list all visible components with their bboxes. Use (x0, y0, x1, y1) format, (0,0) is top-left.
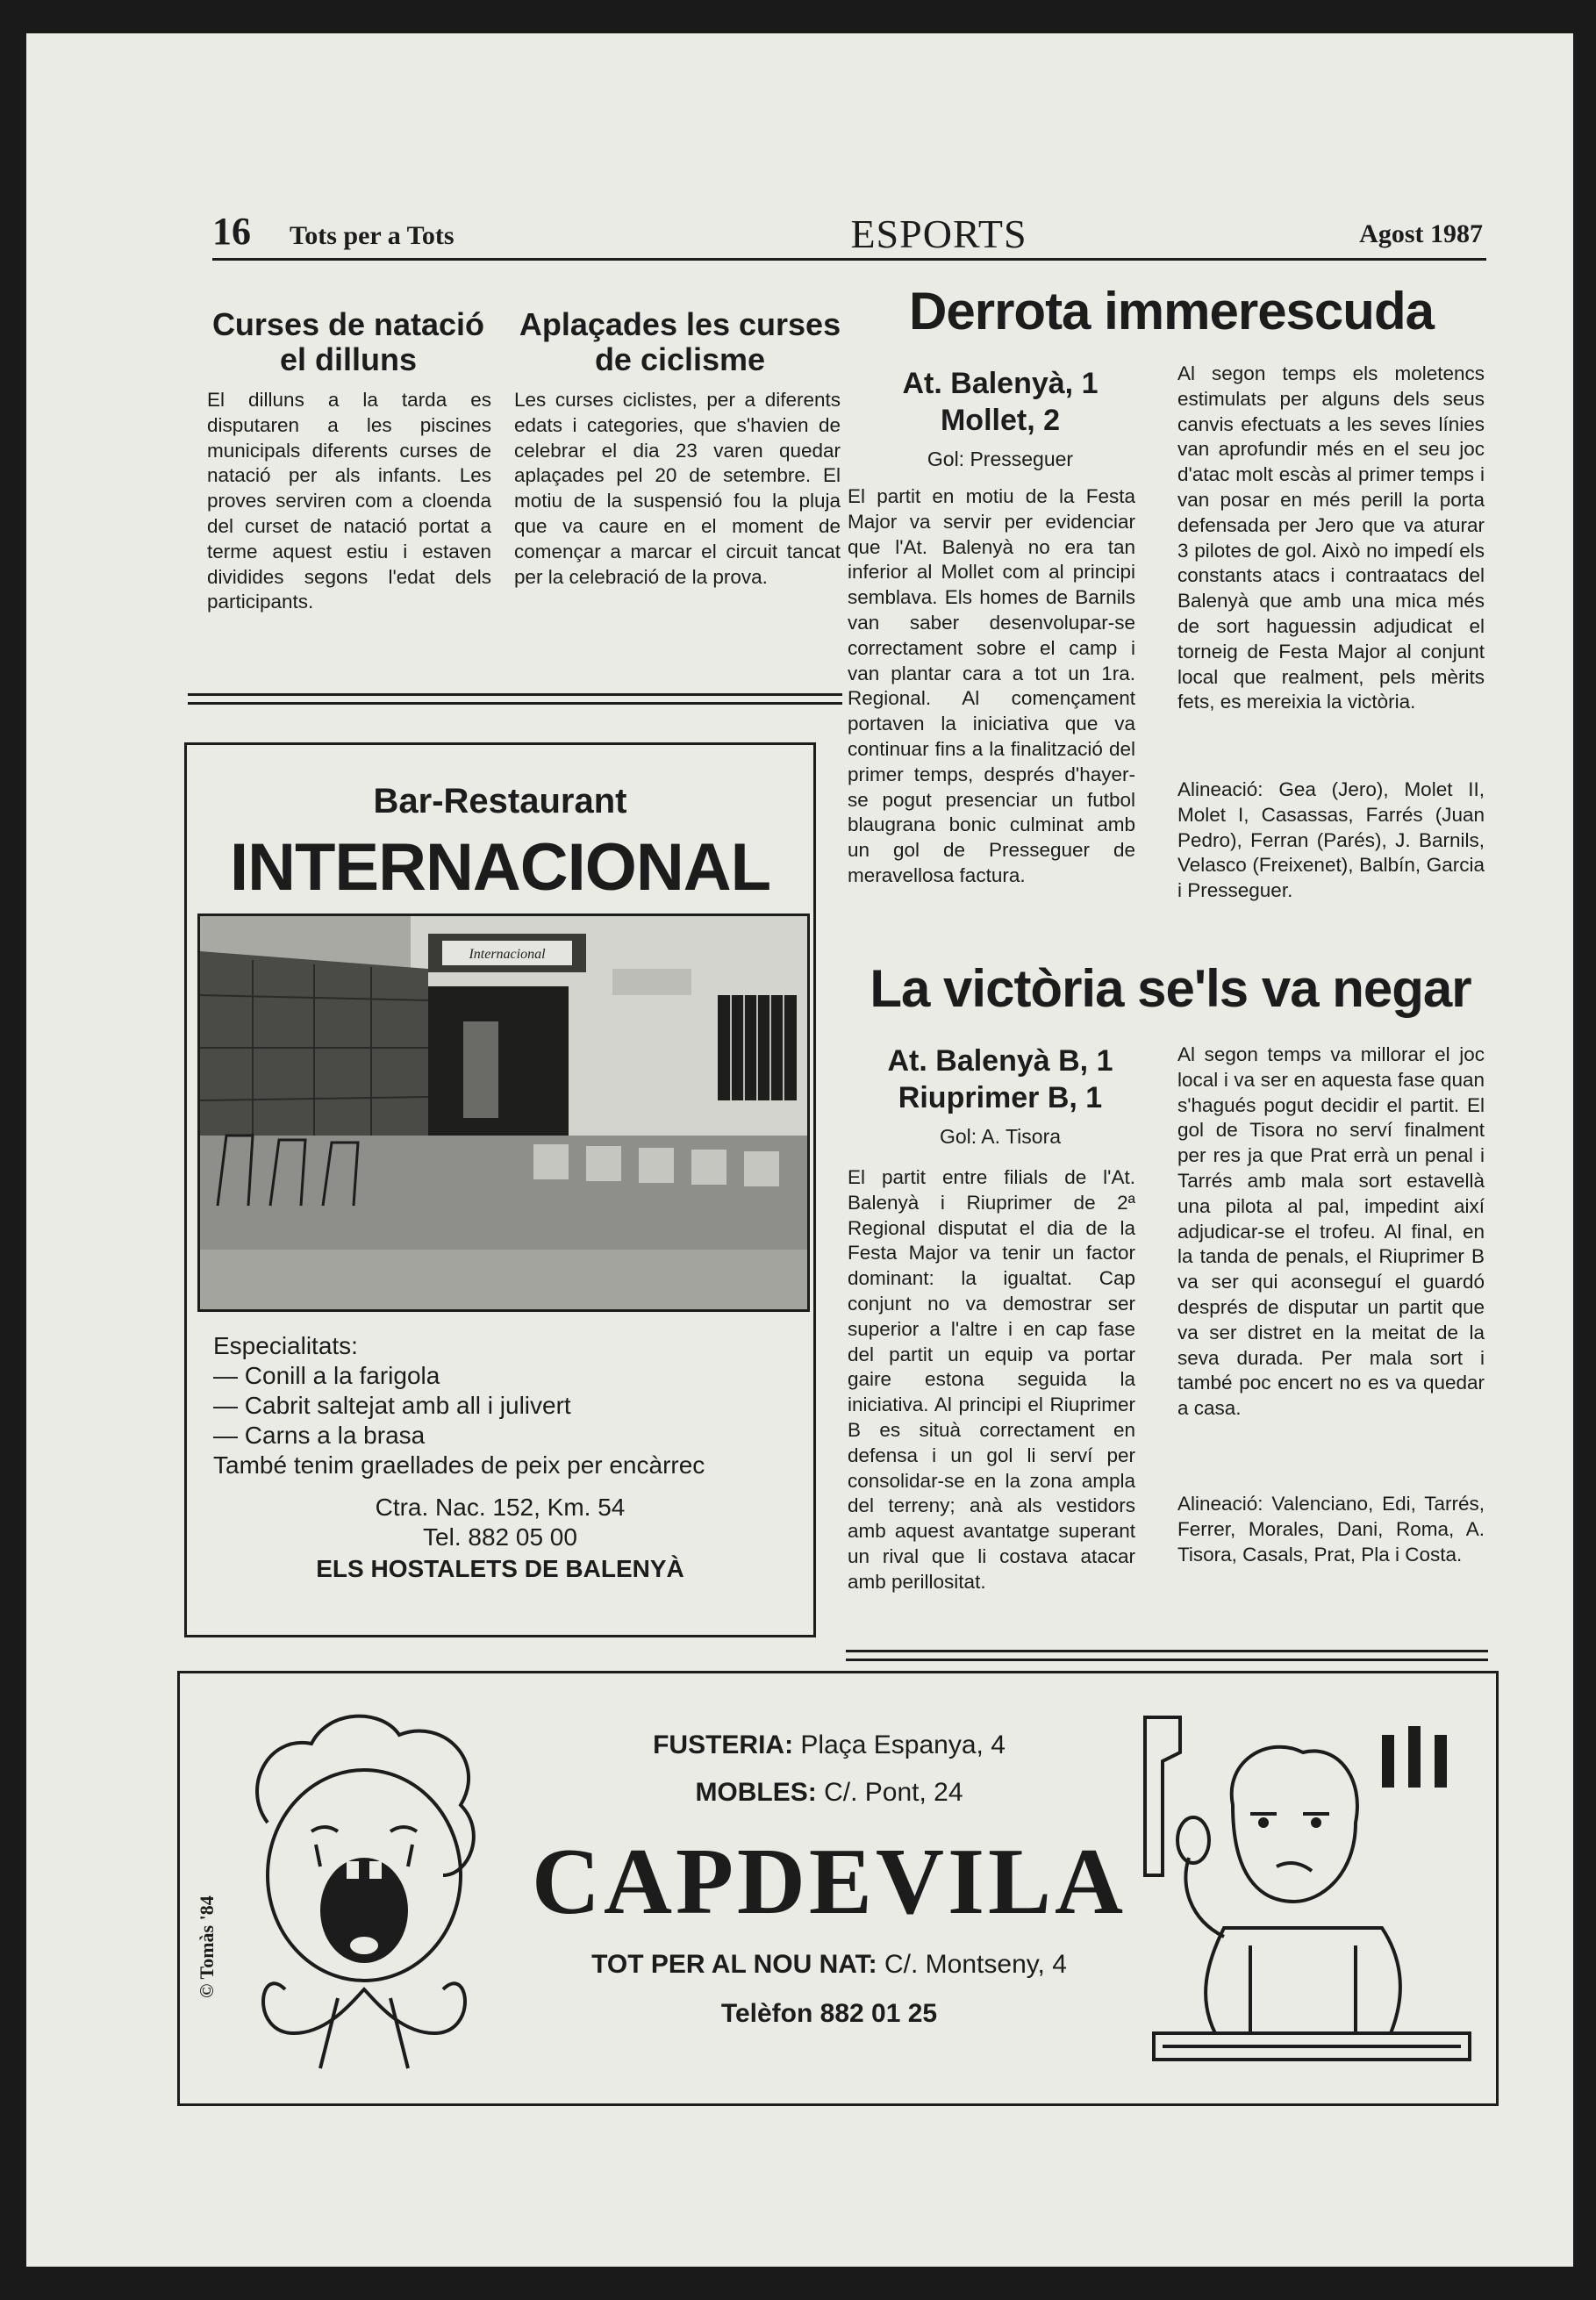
capdevila-ad (177, 1671, 1499, 2106)
column-divider-rule-2 (188, 702, 842, 705)
article1-goal: Gol: Presseguer (927, 448, 1074, 470)
mobles-line (513, 1777, 1145, 1809)
internacional-ad (184, 742, 816, 1637)
section-title: ESPORTS (850, 211, 1027, 256)
article1-score-away: Mollet, 2 (940, 404, 1061, 437)
crying-baby-illustration (233, 1700, 496, 2086)
cycling-body: Les curses ciclistes, per a diferents edats i categories, que s'havien de celebrar el dia 23 varen quedar aplaçades pel 20 de setembre. El motiu de la suspensió fou la pluja que va caure en el moment de començar a marcar el circuit tancat per la celebració de la prova. (514, 389, 841, 588)
artist-signature-holder (192, 1779, 227, 2007)
article2-body-right: Al segon temps va millorar el joc local i va ser en aquesta fase quan s'hagués pogut decidir el partit. El gol de Tisora no serví finalment per res ja que Prat errà un penal i Tarrés amb mala sort estavellà una pilota al pal, impedint així adjudicar-se el trofeu. Al final, en la tanda de penals, el Riuprimer B va ser qui aconseguí el guardó després de disputar un partit que va ser distret en la meitat de la seva durada. Per mala sort i també poc encert no es va quedar a casa. (1177, 1043, 1485, 1420)
ad-subtitle: Bar-Restaurant (373, 782, 627, 820)
article2-score-away: Riuprimer B, 1 (898, 1081, 1103, 1114)
article2-body-left: El partit entre filials de l'At. Balenyà i Riuprimer de 2ª Regional disputat el dia de la Festa Major va tenir un factor dominant: la igualtat. Cap conjunt no va demostrar ser superior a l'altre i en cap fase del partit un equip va portar gaire estona seguida la iniciativa. Al principi el Riuprimer B es situà correctament en defensa i un gol li serví per consolidar-se en la zona ampla del terreny; anà als vestidors amb aquest avantatge superant un rival que li costava atacar amb perillositat. (848, 1166, 1135, 1593)
restaurant-photo-illustration (200, 916, 807, 1309)
ad-phone: Tel. 882 05 00 (423, 1523, 577, 1551)
publication-name: Tots per a Tots (290, 221, 454, 250)
specialty-item-3: — Carns a la brasa (213, 1422, 426, 1449)
nounat-label: TOT PER AL NOU NAT: (591, 1950, 877, 1979)
mobles-address: C/. Pont, 24 (824, 1778, 963, 1807)
restaurant-photo (197, 914, 810, 1312)
article-end-rule (846, 1650, 1488, 1652)
newspaper-page (26, 33, 1573, 2267)
page-number: 16 (212, 210, 251, 253)
swimming-body: El dilluns a la tarda es disputaren a les piscines municipals diferents curses de natació per als infants. Les proves serviren com a cloenda del curset de natació portat a terme aquest estiu i estaven dividides segons l'edat dels participants. (207, 389, 491, 613)
photo-sign-text: Internacional (469, 947, 546, 962)
ad-title: INTERNACIONAL (229, 830, 771, 905)
nounat-line (513, 1949, 1145, 1981)
specialty-item-1: — Conill a la farigola (213, 1362, 440, 1389)
article-end-rule-2 (846, 1659, 1488, 1661)
capdevila-logo: CAPDEVILA (531, 1830, 1127, 1934)
article1-lineup: Alineació: Gea (Jero), Molet II, Molet I, Casassas, Farrés (Juan Pedro), Ferran (Parés), J. Barnils, Velasco (Freixenet), Balbín, Garcia i Presseguer. (1177, 778, 1485, 902)
article1-headline: Derrota immerescuda (909, 282, 1434, 340)
artist-signature: © Tomàs '84 (196, 1895, 218, 1998)
specialty-extra: També tenim graellades de peix per encàrrec (213, 1451, 705, 1479)
article2-goal: Gol: A. Tisora (939, 1125, 1062, 1148)
article2-lineup: Alineació: Valenciano, Edi, Tarrés, Ferrer, Morales, Dani, Roma, A. Tisora, Casals, Prat, Pla i Costa. (1177, 1493, 1485, 1566)
ad-address: Ctra. Nac. 152, Km. 54 (375, 1494, 626, 1521)
swimming-headline: Curses de natació el dilluns (211, 306, 485, 377)
column-divider-rule (188, 693, 842, 696)
article2-score-home: At. Balenyà B, 1 (887, 1044, 1113, 1078)
nounat-address: C/. Montseny, 4 (884, 1950, 1067, 1979)
article1-score-home: At. Balenyà, 1 (902, 367, 1099, 400)
cycling-headline: Aplaçades les curses de ciclisme (519, 306, 841, 377)
issue-date: Agost 1987 (1359, 219, 1483, 248)
specialty-item-2: — Cabrit saltejat amb all i julivert (213, 1392, 571, 1419)
fusteria-address: Plaça Espanya, 4 (800, 1730, 1006, 1759)
article1-body-left: El partit en motiu de la Festa Major va servir per evidenciar que l'At. Balenyà no era tan inferior al Mollet com al principi semblava. Els homes de Barnils van saber desenvolupar-se correctament sobre el camp i van plantar cara a tot un 1ra. Regional. Al començament portaven la iniciativa que va continuar fins a la finalització del primer temps, després d'hayer-se pogut presenciar un futbol blaugrana bonic culminat amb un gol de Presseguer de meravellosa factura. (848, 485, 1135, 886)
specialties-title: Especialitats: (213, 1332, 358, 1359)
mobles-label: MOBLES: (695, 1778, 817, 1807)
capdevila-phone: Telèfon 882 01 25 (720, 1999, 938, 2028)
ad-town: ELS HOSTALETS DE BALENYÀ (316, 1555, 684, 1582)
article2-headline: La victòria se'ls va negar (870, 959, 1471, 1018)
header-rule (212, 258, 1486, 261)
fusteria-label: FUSTERIA: (653, 1730, 794, 1759)
fusteria-line (513, 1730, 1145, 1761)
article1-body-right: Al segon temps els moletencs estimulats per alguns dels seus canvis efectuats a les seves línies van aprofundir més en el seu joc d'atac molt escàs al primer temps i van posar en més perill la porta defensada per Jero que va aturar 3 pilotes de gol. Això no impedí els constants atacs i contraatacs del Balenyà que amb una mica més de sort haguessin adjudicat el torneig de Festa Major al conjunt local que realment, pels mèrits fets, es mereixia la victòria. (1177, 362, 1485, 713)
carpenter-illustration (1127, 1700, 1478, 2086)
